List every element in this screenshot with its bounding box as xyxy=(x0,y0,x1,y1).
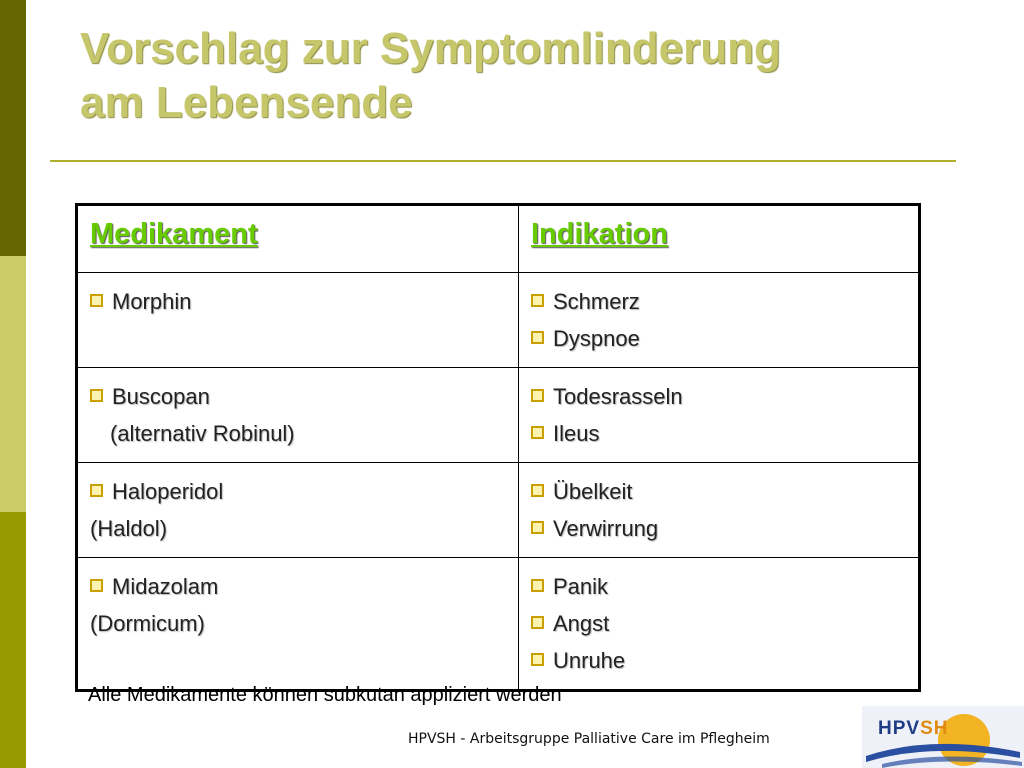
table-row xyxy=(77,463,920,558)
list-item: Morphin xyxy=(90,283,508,320)
medication-cell xyxy=(77,463,519,558)
title-divider xyxy=(50,160,956,162)
bullet-icon xyxy=(90,484,103,497)
table-header-row xyxy=(77,205,920,273)
table-row xyxy=(77,273,920,368)
list-item: Angst xyxy=(531,605,908,642)
header-indication: Indikation xyxy=(519,205,920,273)
medication-cell xyxy=(77,368,519,463)
bullet-icon xyxy=(531,653,544,666)
list-item: Übelkeit xyxy=(531,473,908,510)
slide-title-line-2: am Lebensende xyxy=(80,78,413,127)
list-item: Haloperidol xyxy=(90,473,508,510)
bullet-icon xyxy=(531,331,544,344)
slide-title-line-1: Vorschlag zur Symptomlinderung xyxy=(80,24,781,73)
side-band-bottom xyxy=(0,512,26,768)
side-band-top xyxy=(0,0,26,256)
table-row xyxy=(77,368,920,463)
bullet-icon xyxy=(531,294,544,307)
bullet-icon xyxy=(90,389,103,402)
bullet-icon xyxy=(531,484,544,497)
list-item-continuation: (Haldol) xyxy=(90,516,168,541)
list-item-continuation: (Dormicum) xyxy=(90,611,205,636)
list-item: Todesrasseln xyxy=(531,378,908,415)
side-band-middle xyxy=(0,256,26,512)
bullet-icon xyxy=(90,294,103,307)
list-item: Ileus xyxy=(531,415,908,452)
list-item: Panik xyxy=(531,568,908,605)
list-item: Dyspnoe xyxy=(531,320,908,357)
bullet-icon xyxy=(531,579,544,592)
footnote: Alle Medikamente können subkutan appliziert werden xyxy=(88,684,562,706)
bullet-icon xyxy=(531,389,544,402)
bullet-icon xyxy=(531,616,544,629)
indication-cell xyxy=(519,273,920,368)
slide-title xyxy=(80,22,980,130)
bullet-icon xyxy=(90,579,103,592)
list-item: Unruhe xyxy=(531,642,908,679)
footer-text: HPVSH - Arbeitsgruppe Palliative Care im Pflegheim xyxy=(408,731,770,747)
bullet-icon xyxy=(531,521,544,534)
hpvsh-logo xyxy=(862,706,1024,768)
logo-wordmark: HPVSH xyxy=(878,718,949,739)
list-item-continuation: (alternativ Robinul) xyxy=(110,421,295,446)
list-item: Midazolam xyxy=(90,568,508,605)
list-item: Verwirrung xyxy=(531,510,908,547)
list-item: Buscopan xyxy=(90,378,508,415)
medication-table xyxy=(75,203,921,692)
indication-cell xyxy=(519,368,920,463)
medication-cell xyxy=(77,273,519,368)
indication-cell xyxy=(519,558,920,691)
medication-cell xyxy=(77,558,519,691)
header-medication: Medikament xyxy=(77,205,519,273)
bullet-icon xyxy=(531,426,544,439)
table-row xyxy=(77,558,920,691)
list-item: Schmerz xyxy=(531,283,908,320)
indication-cell xyxy=(519,463,920,558)
